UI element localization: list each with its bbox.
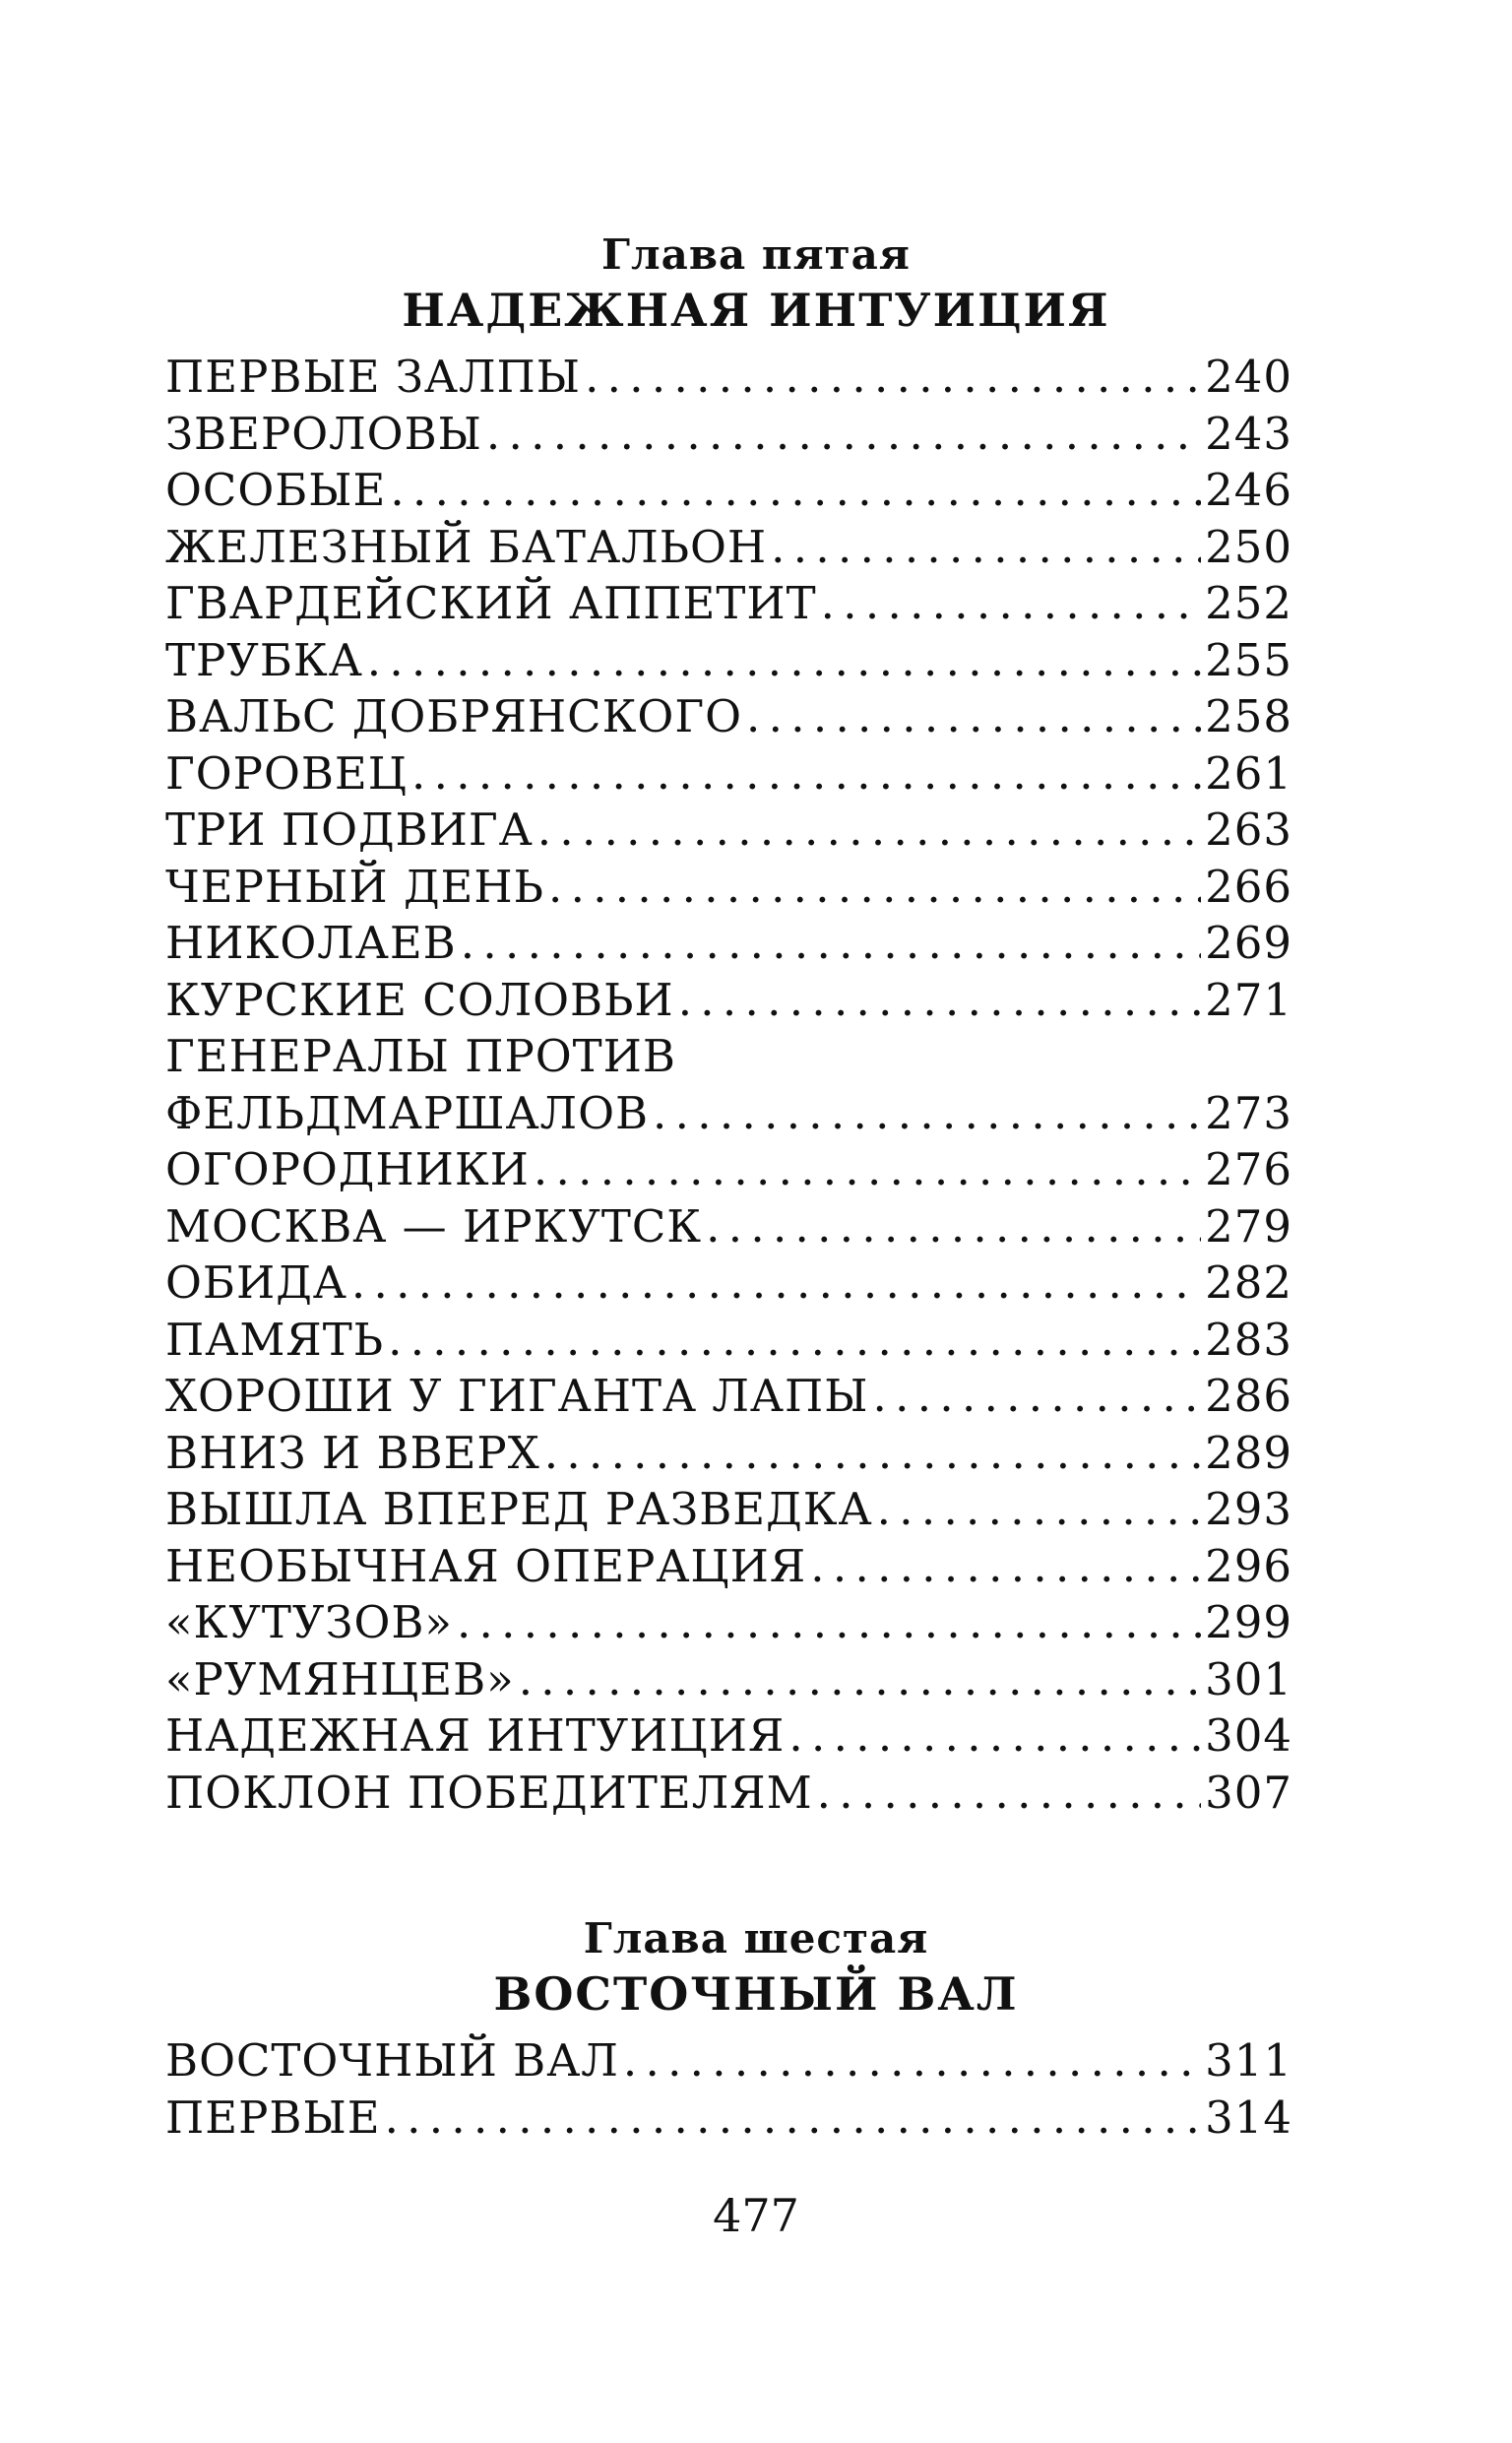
toc-entry-page: 296: [1205, 1539, 1292, 1592]
toc-entry[interactable]: [165, 462, 1292, 519]
dot-leader: [457, 1594, 1201, 1651]
toc-entry-title: ПОКЛОН ПОБЕДИТЕЛЯМ: [165, 1766, 813, 1819]
dot-leader: [706, 1198, 1201, 1255]
toc-entry-title: ТРИ ПОДВИГА: [165, 804, 534, 856]
toc-entry-page: 243: [1205, 407, 1292, 460]
toc-entry-title: КУРСКИЕ СОЛОВЬИ: [165, 973, 674, 1026]
toc-entry-title: ВАЛЬС ДОБРЯНСКОГО: [165, 690, 743, 742]
dot-leader: [873, 1368, 1202, 1425]
dot-leader: [411, 745, 1201, 803]
toc-entry[interactable]: [165, 1141, 1292, 1198]
dot-leader: [585, 349, 1201, 406]
toc-entry-title: ГВАРДЕЙСКИЙ АППЕТИТ: [165, 577, 817, 629]
toc-entry-page: 269: [1205, 917, 1292, 969]
toc-entry-page: 276: [1205, 1143, 1292, 1195]
toc-entry[interactable]: [165, 349, 1292, 406]
toc-entry-title: ВОСТОЧНЫЙ ВАЛ: [165, 2034, 619, 2087]
toc-entry-title: ПЕРВЫЕ ЗАЛПЫ: [165, 351, 582, 403]
dot-leader: [385, 2089, 1202, 2147]
toc-entry[interactable]: [165, 1538, 1292, 1595]
toc-entry-title: ЖЕЛЕЗНЫЙ БАТАЛЬОН: [165, 520, 768, 573]
toc-entry[interactable]: [165, 859, 1292, 916]
dot-leader: [623, 2032, 1201, 2089]
toc-entry-title: ОГОРОДНИКИ: [165, 1143, 530, 1195]
toc-entry[interactable]: [165, 915, 1292, 972]
toc-entry-title-line2: ФЕЛЬДМАРШАЛОВ: [165, 1086, 650, 1139]
toc-entry-page: 293: [1205, 1483, 1292, 1535]
dot-leader: [788, 1707, 1201, 1765]
toc-entry[interactable]: [165, 632, 1292, 689]
toc-entry-page: 311: [1205, 2034, 1292, 2087]
dot-leader: [771, 519, 1201, 576]
dot-leader: [678, 972, 1201, 1029]
toc-entry[interactable]: [165, 1028, 1292, 1141]
toc-entry[interactable]: [165, 688, 1292, 745]
toc-entry[interactable]: [165, 575, 1292, 632]
toc-entry[interactable]: [165, 406, 1292, 463]
toc-entry[interactable]: [165, 2089, 1292, 2147]
toc-entry[interactable]: [165, 1312, 1292, 1369]
toc-entry-title: ПАМЯТЬ: [165, 1313, 385, 1366]
dot-leader: [544, 1425, 1201, 1482]
toc-entry-title: «РУМЯНЦЕВ»: [165, 1652, 515, 1705]
toc-entry-page: 266: [1205, 860, 1292, 913]
toc-entry[interactable]: [165, 2032, 1292, 2089]
toc-entry-page: 273: [1205, 1086, 1292, 1139]
dot-leader: [817, 1765, 1201, 1822]
toc-entry-title: ГОРОВЕЦ: [165, 746, 409, 800]
toc-entry-title: ХОРОШИ У ГИГАНТА ЛАПЫ: [165, 1370, 869, 1422]
toc-entry[interactable]: [165, 802, 1292, 859]
toc-entry[interactable]: [165, 1198, 1292, 1255]
toc-entry-title: «КУТУЗОВ»: [165, 1596, 453, 1648]
toc-entry-title: ВЫШЛА ВПЕРЕД РАЗВЕДКА: [165, 1483, 873, 1535]
toc-entry-page: 301: [1205, 1652, 1292, 1705]
dot-leader: [537, 802, 1201, 859]
dot-leader: [388, 1312, 1201, 1369]
toc-entry-title: ЧЕРНЫЙ ДЕНЬ: [165, 860, 544, 913]
toc-entry-page: 255: [1205, 633, 1292, 686]
toc-entry-title: ВНИЗ И ВВЕРХ: [165, 1426, 540, 1479]
toc-entry-title-line1: ГЕНЕРАЛЫ ПРОТИВ: [165, 1030, 676, 1082]
toc-entry-page: 258: [1205, 690, 1292, 742]
chapter-5-toc: [165, 349, 1292, 1821]
toc-entry-page: 304: [1205, 1709, 1292, 1762]
dot-leader: [367, 632, 1201, 689]
chapter-5-label: Глава пятая: [601, 230, 911, 279]
toc-entry[interactable]: [165, 745, 1292, 803]
toc-entry-title: ЗВЕРОЛОВЫ: [165, 407, 482, 460]
toc-entry-page: 250: [1205, 520, 1292, 573]
dot-leader: [390, 462, 1201, 519]
toc-entry-page: 286: [1205, 1370, 1292, 1422]
chapter-6-title: ВОСТОЧНЫЙ ВАЛ: [493, 1967, 1019, 2021]
toc-entry[interactable]: [165, 1594, 1292, 1651]
toc-entry[interactable]: [165, 1425, 1292, 1482]
toc-entry-title: МОСКВА — ИРКУТСК: [165, 1199, 703, 1253]
toc-entry-title: НИКОЛАЕВ: [165, 917, 457, 969]
toc-entry-page: 240: [1205, 351, 1292, 403]
toc-entry[interactable]: [165, 1481, 1292, 1538]
toc-entry[interactable]: [165, 1254, 1292, 1312]
toc-entry-page: 307: [1205, 1766, 1292, 1819]
toc-entry-title: ОБИДА: [165, 1256, 347, 1309]
page-number: 477: [713, 2189, 799, 2242]
toc-entry-page: 252: [1205, 577, 1292, 629]
toc-entry-page: 263: [1205, 804, 1292, 856]
toc-entry-line2: [165, 1085, 1292, 1142]
toc-entry[interactable]: [165, 1651, 1292, 1708]
toc-entry-title: НЕОБЫЧНАЯ ОПЕРАЦИЯ: [165, 1539, 807, 1592]
dot-leader: [519, 1651, 1201, 1708]
dot-leader: [877, 1481, 1201, 1538]
toc-entry-page: 282: [1205, 1256, 1292, 1309]
toc-entry[interactable]: [165, 1765, 1292, 1822]
dot-leader: [810, 1538, 1201, 1595]
toc-entry-page: 299: [1205, 1596, 1292, 1648]
toc-entry[interactable]: [165, 1368, 1292, 1425]
toc-entry[interactable]: [165, 972, 1292, 1029]
dot-leader: [746, 688, 1201, 745]
chapter-6-toc: [165, 2032, 1292, 2146]
dot-leader: [534, 1141, 1201, 1198]
dot-leader: [548, 859, 1201, 916]
dot-leader: [351, 1254, 1201, 1312]
toc-entry-page: 314: [1205, 2090, 1292, 2144]
chapter-6-label: Глава шестая: [583, 1914, 929, 1962]
toc-entry-page: 279: [1205, 1199, 1292, 1253]
toc-entry[interactable]: [165, 519, 1292, 576]
dot-leader: [653, 1085, 1201, 1142]
toc-entry-title: НАДЕЖНАЯ ИНТУИЦИЯ: [165, 1709, 786, 1762]
toc-entry-page: 261: [1205, 746, 1292, 800]
dot-leader: [461, 915, 1201, 972]
toc-entry-page: 246: [1205, 464, 1292, 516]
toc-entry-page: 271: [1205, 973, 1292, 1026]
toc-entry-title: ТРУБКА: [165, 633, 363, 686]
dot-leader: [821, 575, 1201, 632]
toc-entry-page: 289: [1205, 1426, 1292, 1479]
toc-entry-title: ПЕРВЫЕ: [165, 2090, 381, 2144]
dot-leader: [486, 406, 1201, 463]
toc-entry-title: ОСОБЫЕ: [165, 464, 387, 516]
chapter-5-title: НАДЕЖНАЯ ИНТУИЦИЯ: [402, 284, 1110, 337]
toc-entry-page: 283: [1205, 1313, 1292, 1366]
toc-entry[interactable]: [165, 1707, 1292, 1765]
